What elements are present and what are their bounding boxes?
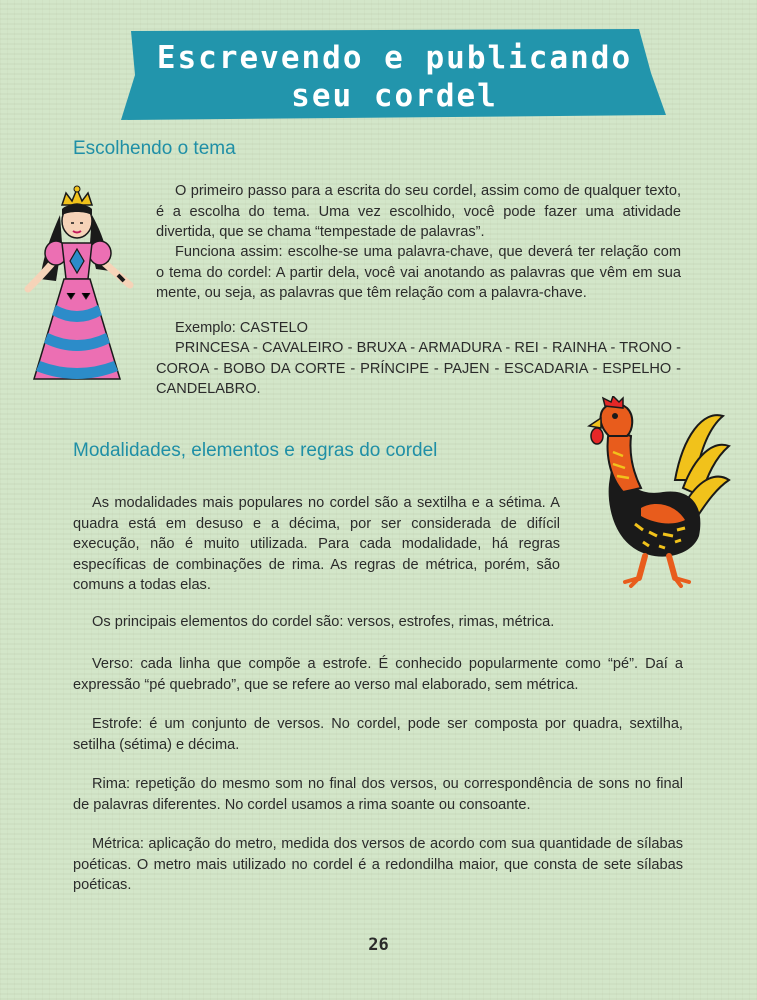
page-title-line-1: Escrevendo e publicando xyxy=(156,40,633,76)
paragraph-main-elements: Os principais elementos do cordel são: versos, estrofes, rimas, métrica. xyxy=(92,614,555,630)
example-label: Exemplo: CASTELO xyxy=(175,320,309,336)
paragraph-metric: Métrica: aplicação do metro, medida dos versos de acordo com sua quantidade de sílabas poéticas. O metro mais utilizado no cordel é a redondilha maior, que consta de sete sílabas poéticas. xyxy=(73,836,683,893)
section-heading-choosing-theme: Escolhendo o tema xyxy=(73,138,236,159)
title-banner xyxy=(121,29,668,120)
rooster-illustration xyxy=(583,396,731,588)
paragraph-first-step: O primeiro passo para a escrita do seu cordel, assim como de qualquer texto, é a escolha do tema. Uma vez escolhido, você pode fazer uma atividade divertida, que se chama “tempestade de palavras”. xyxy=(156,183,681,240)
paragraph-modalities: As modalidades mais populares no cordel são a sextilha e a sétima. A quadra está em desuso e a décima, por ser considerada de difícil execução, não é muito utilizada. Para cada modalidade, há regras específicas de combinações de rima. As regras de métrica, porém, são comuns a todas elas. xyxy=(73,495,560,593)
example-words: PRINCESA - CAVALEIRO - BRUXA - ARMADURA - REI - RAINHA - TRONO - COROA - BOBO DA CORTE - PRÍNCIPE - PAJEN - ESCADARIA - ESPELHO - CANDELABRO. xyxy=(156,340,681,397)
section-heading-modalities: Modalidades, elementos e regras do cordel xyxy=(73,440,438,461)
paragraph-rhyme: Rima: repetição do mesmo som no final dos versos, ou correspondência de sons no final de palavras diferentes. No cordel usamos a rima soante ou consoante. xyxy=(73,776,683,813)
princess-illustration xyxy=(22,183,138,389)
page-title xyxy=(121,39,668,115)
page-title-line-2: seu cordel xyxy=(291,78,498,114)
paragraph-verse: Verso: cada linha que compõe a estrofe. É conhecido popularmente como “pé”. Daí a expressão “pé quebrado”, que se refere ao verso mal elaborado, sem métrica. xyxy=(73,656,683,693)
paragraph-how-it-works: Funciona assim: escolhe-se uma palavra-chave, que deverá ter relação com o tema do cordel: A partir dela, você vai anotando as palavras que vêm em sua mente, ou seja, as palavras que têm relação com a palavra-chave. xyxy=(156,244,681,301)
paragraph-stanza: Estrofe: é um conjunto de versos. No cordel, pode ser composta por quadra, sextilha, setilha (sétima) e décima. xyxy=(73,716,683,753)
page-number: 26 xyxy=(368,935,389,955)
